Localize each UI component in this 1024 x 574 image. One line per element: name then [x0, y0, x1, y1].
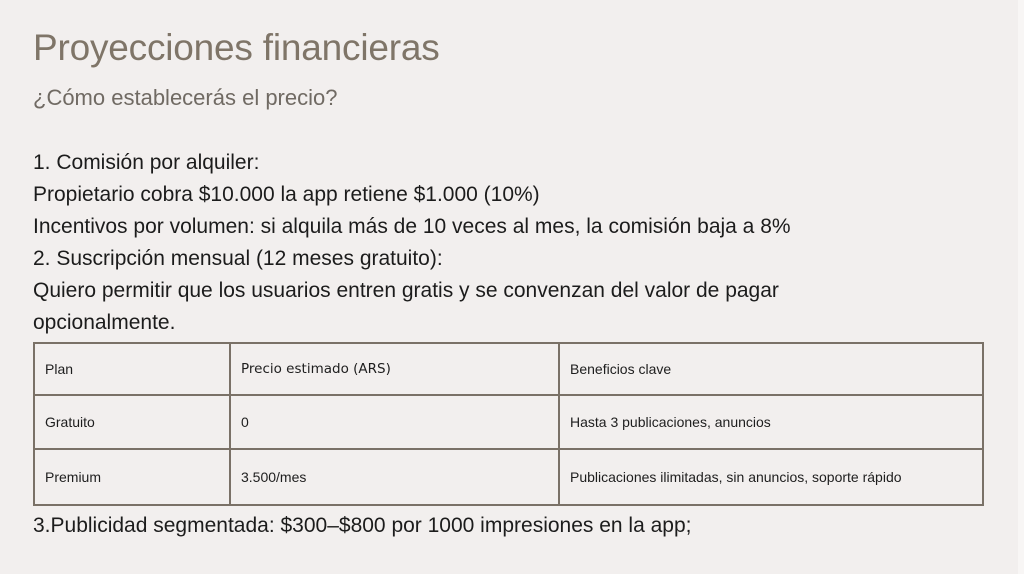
slide-body: [33, 147, 993, 339]
table-cell: Gratuito: [34, 395, 230, 449]
body-line: 1. Comisión por alquiler:: [33, 151, 260, 174]
slide-footer-line: 3.Publicidad segmentada: $300–$800 por 1000 impresiones en la app;: [33, 514, 692, 537]
table-cell: Hasta 3 publicaciones, anuncios: [559, 395, 983, 449]
table-cell: 3.500/mes: [230, 449, 559, 505]
body-line: Incentivos por volumen: si alquila más de 10 veces al mes, la comisión baja a 8%: [33, 215, 791, 238]
body-line: Propietario cobra $10.000 la app retiene $1.000 (10%): [33, 183, 540, 206]
table-row: [34, 395, 983, 449]
table-cell: 0: [230, 395, 559, 449]
body-line: Quiero permitir que los usuarios entren gratis y se convenzan del valor de pagar: [33, 279, 779, 302]
table-header-row: [34, 343, 983, 395]
slide-edge-stripe: [1018, 0, 1024, 574]
slide-subtitle: ¿Cómo establecerás el precio?: [33, 85, 338, 110]
slide-title: Proyecciones financieras: [33, 27, 440, 68]
pricing-table: [33, 342, 984, 506]
body-line: opcionalmente.: [33, 311, 176, 334]
table-header-cell: Precio estimado (ARS): [230, 343, 559, 395]
table-cell: Publicaciones ilimitadas, sin anuncios, soporte rápido: [559, 449, 983, 505]
table-cell: Premium: [34, 449, 230, 505]
table-header-cell: Plan: [34, 343, 230, 395]
table-header-cell: Beneficios clave: [559, 343, 983, 395]
table-row: [34, 449, 983, 505]
body-line: 2. Suscripción mensual (12 meses gratuito):: [33, 247, 443, 270]
